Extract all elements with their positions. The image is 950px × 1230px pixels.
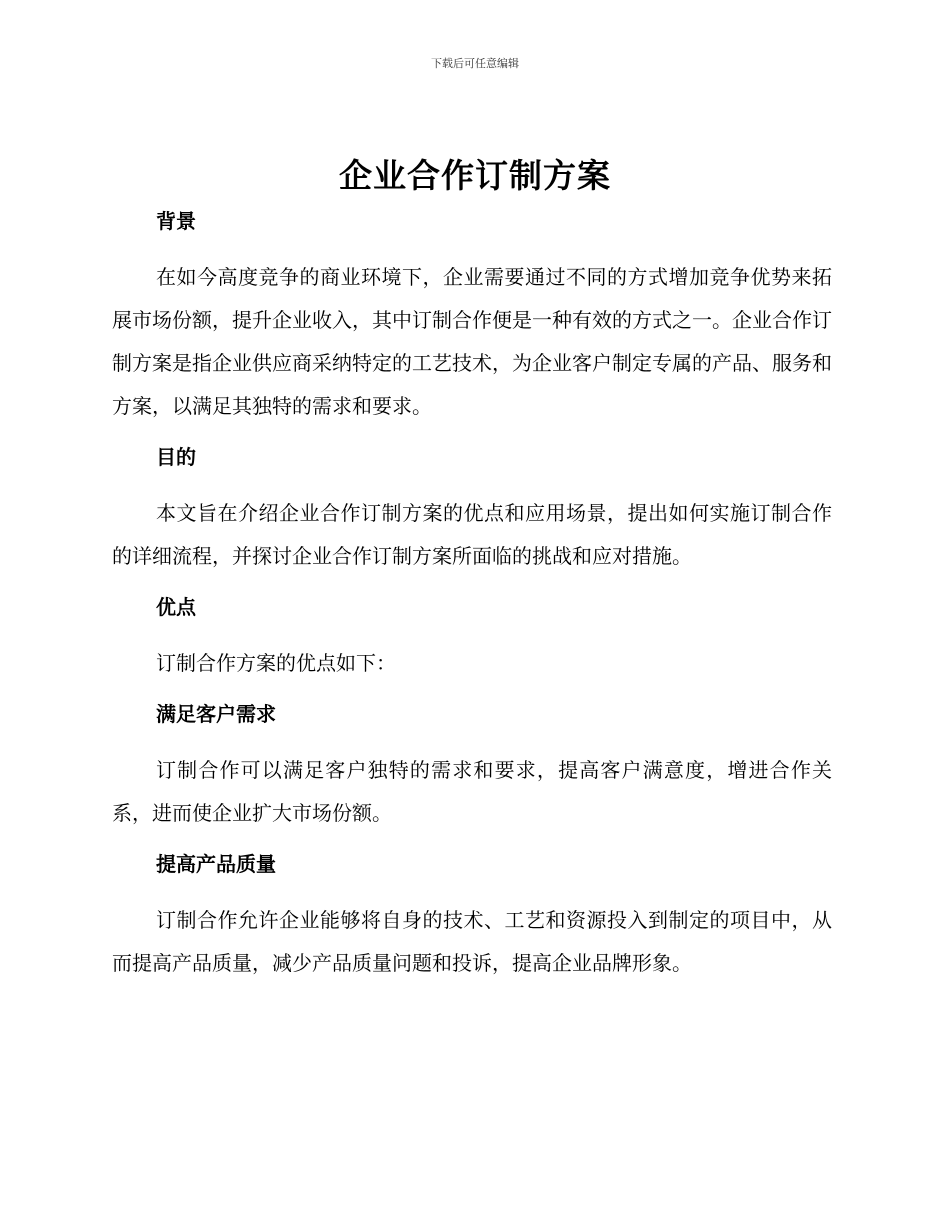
heading-purpose: 目的 (156, 445, 196, 469)
paragraph-background: 在如今高度竞争的商业环境下，企业需要通过不同的方式增加竞争优势来拓展市场份额，提升企业收入，其中订制合作便是一种有效的方式之一。企业合作订制方案是指企业供应商采纳特定的工艺技术，为企业客户制定专属的产品、服务和方案，以满足其独特的需求和要求。 (112, 265, 832, 418)
document-body (112, 206, 832, 985)
document-title: 企业合作订制方案 (339, 156, 611, 195)
paragraph-advantages: 订制合作方案的优点如下： (156, 651, 396, 675)
heading-background: 背景 (156, 209, 196, 233)
heading-quality: 提高产品质量 (156, 852, 276, 876)
heading-advantages: 优点 (156, 595, 196, 619)
header-note: 下载后可任意编辑 (431, 57, 519, 70)
paragraph-quality: 订制合作允许企业能够将自身的技术、工艺和资源投入到制定的项目中，从而提高产品质量，减少产品质量问题和投诉，提高企业品牌形象。 (112, 908, 832, 975)
paragraph-meet-needs: 订制合作可以满足客户独特的需求和要求，提高客户满意度，增进合作关系，进而使企业扩大市场份额。 (112, 758, 832, 825)
paragraph-purpose: 本文旨在介绍企业合作订制方案的优点和应用场景，提出如何实施订制合作的详细流程，并探讨企业合作订制方案所面临的挑战和应对措施。 (112, 501, 832, 568)
heading-meet-needs: 满足客户需求 (156, 702, 276, 726)
